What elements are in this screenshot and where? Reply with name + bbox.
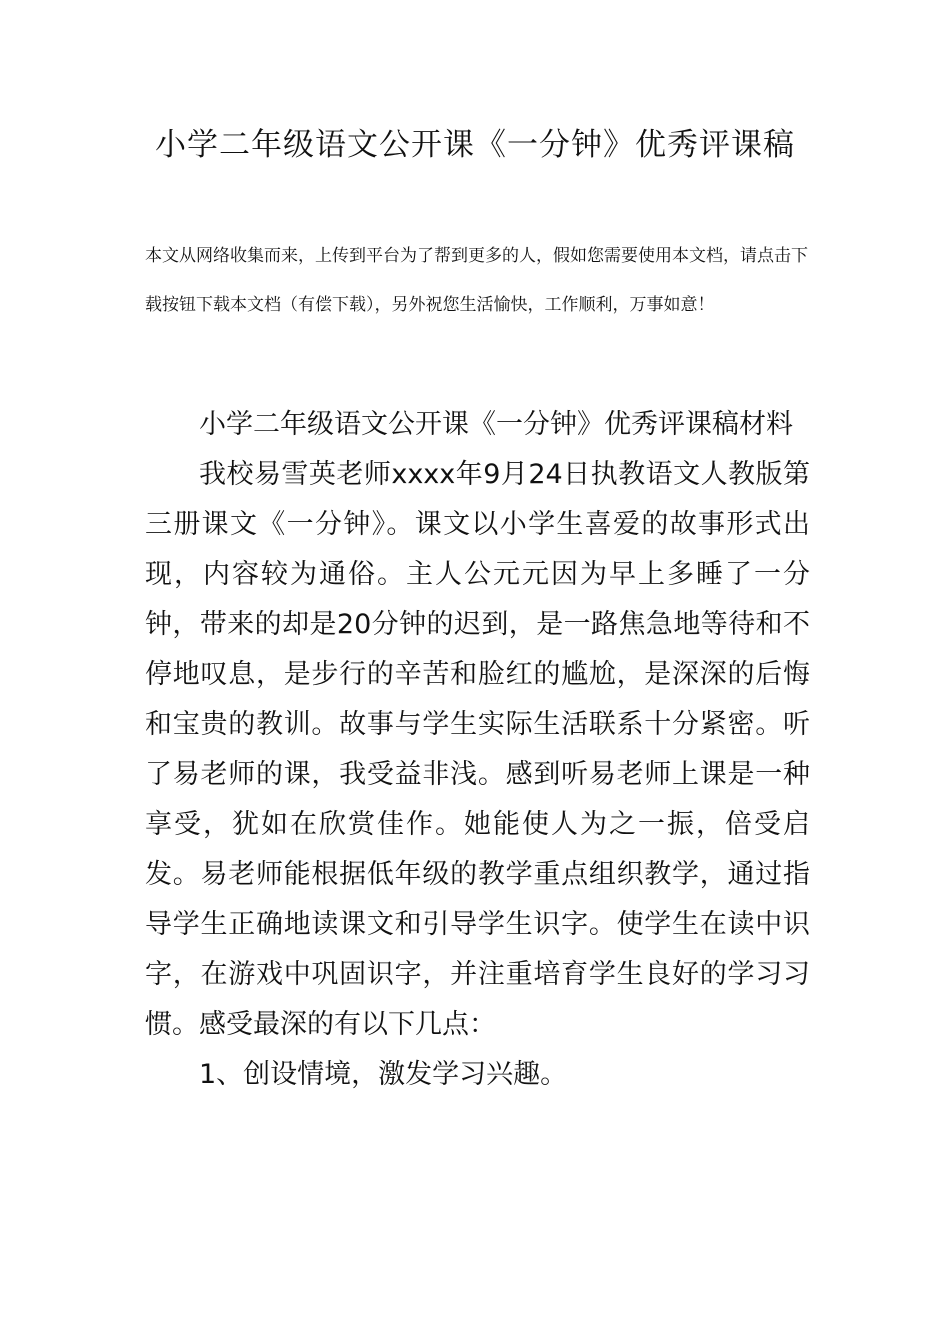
download-notice: 本文从网络收集而来，上传到平台为了帮到更多的人，假如您需要使用本文档，请点击下载按钮下载本文档（有偿下载），另外祝您生活愉快，工作顺利，万事如意！ [145,246,808,315]
document-body [145,400,810,1100]
section-heading: 小学二年级语文公开课《一分钟》优秀评课稿材料 [199,409,793,440]
list-item-heading: 1、创设情境，激发学习兴趣。 [199,1059,568,1090]
body-paragraph: 我校易雪英老师xxxx年9月24日执教语文人教版第三册课文《一分钟》。课文以小学生喜爱的故事形式出现，内容较为通俗。主人公元元因为早上多睡了一分钟，带来的却是20分钟的迟到，是一路焦急地等待和不停地叹息，是步行的辛苦和脸红的尴尬，是深深的后悔和宝贵的教训。故事与学生实际生活联系十分紧密。听了易老师的课，我受益非浅。感到听易老师上课是一种享受，犹如在欣赏佳作。她能使人为之一振，倍受启发。易老师能根据低年级的教学重点组织教学，通过指导学生正确地读课文和引导学生识字。使学生在读中识字，在游戏中巩固识字，并注重培育学生良好的学习习惯。感受最深的有以下几点： [145,459,810,1040]
document-title: 小学二年级语文公开课《一分钟》优秀评课稿 [155,127,795,163]
